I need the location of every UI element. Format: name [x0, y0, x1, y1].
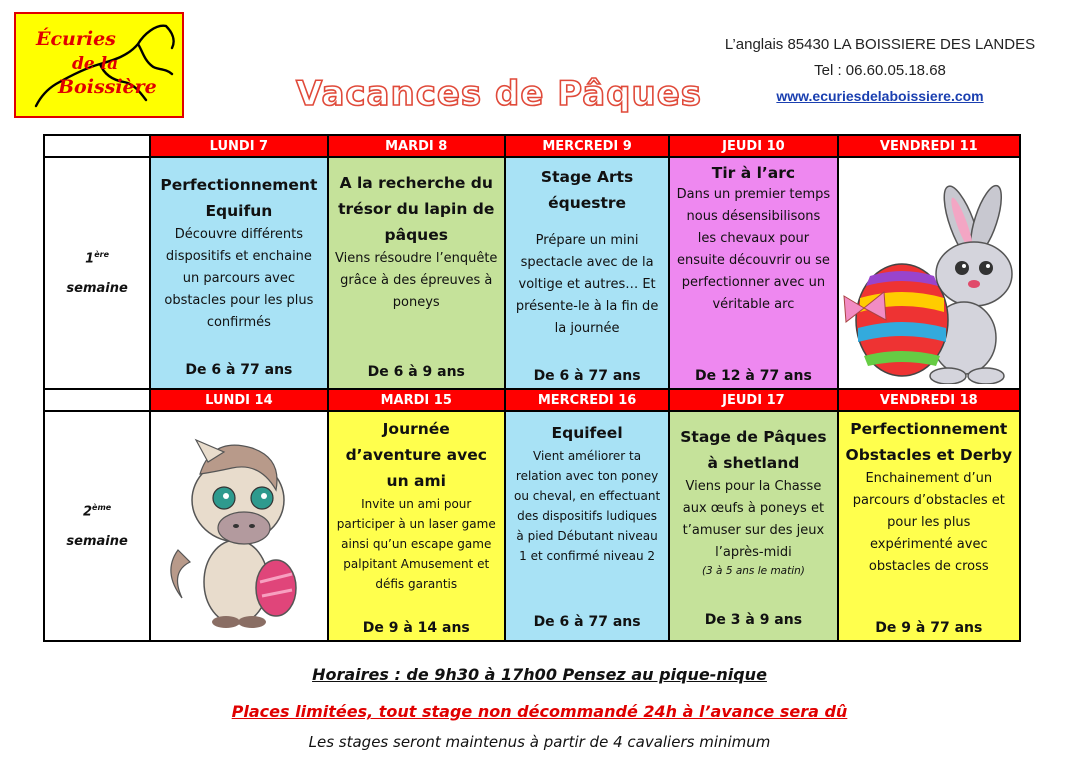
day-header: MARDI 15	[328, 389, 505, 411]
week2-row	[44, 411, 1020, 641]
week1-label: 1ère semaine	[44, 157, 150, 389]
empty-corner-cell	[44, 135, 150, 157]
horse-egg-icon	[152, 412, 325, 636]
activity-title: Equifeel	[551, 424, 623, 442]
bunny-egg-icon	[840, 158, 1018, 384]
logo-line3: Boissière	[58, 76, 157, 98]
activity-title: A la recherche du trésor du lapin de pâques	[338, 174, 495, 244]
week2-label: 2ème semaine	[44, 411, 150, 641]
activity-title: Tir à l’arc	[711, 164, 796, 182]
logo-line2: de la	[72, 54, 119, 74]
activity-age: De 6 à 77 ans	[533, 614, 641, 630]
website-link[interactable]: www.ecuriesdelaboissiere.com	[776, 88, 984, 104]
day-header: MERCREDI 9	[505, 135, 669, 157]
activity-age: De 12 à 77 ans	[695, 368, 812, 384]
activity-cell	[669, 411, 837, 641]
activity-cell	[505, 411, 669, 641]
activity-desc: Viens pour la Chasse aux œufs à poneys et t’amuser sur des jeux l’après-midi	[682, 479, 825, 560]
activity-cell	[328, 411, 505, 641]
activity-desc: Enchainement d’un parcours d’obstacles et pour les plus expérimenté avec obstacles de cross	[852, 471, 1005, 574]
activity-title: Stage Arts équestre	[540, 168, 634, 212]
logo	[14, 12, 184, 118]
day-header: VENDREDI 18	[838, 389, 1020, 411]
day-header: MERCREDI 16	[505, 389, 669, 411]
minimum-notice: Les stages seront maintenus à partir de 4 cavaliers minimum	[308, 733, 771, 751]
schedule-table	[43, 134, 1021, 642]
day-header: LUNDI 14	[150, 389, 327, 411]
activity-age: De 9 à 77 ans	[875, 620, 983, 636]
activity-title: Perfectionnement Equifun	[160, 176, 318, 220]
activity-title: Stage de Pâques à shetland	[680, 428, 827, 472]
day-header: JEUDI 17	[669, 389, 837, 411]
activity-desc: Invite un ami pour participer à un laser game ainsi qu’un escape game palpitant Amusement et défis garantis	[336, 497, 496, 591]
logo-line1: Écuries	[36, 28, 116, 50]
activity-age: De 6 à 77 ans	[185, 362, 293, 378]
activity-cell	[328, 157, 505, 389]
activity-desc: Dans un premier temps nous désensibilisons les chevaux pour ensuite découvrir ou se perfectionner avec un véritable arc	[676, 187, 831, 312]
address: L’anglais 85430 LA BOISSIERE DES LANDES	[724, 36, 1036, 53]
activity-age: De 9 à 14 ans	[362, 620, 470, 636]
activity-cell	[669, 157, 837, 389]
page-title: Vacances de Pâques	[296, 74, 703, 114]
warning-notice: Places limitées, tout stage non décommandé 24h à l’avance sera dû	[231, 702, 848, 721]
activity-cell	[150, 157, 327, 389]
day-header: VENDREDI 11	[838, 135, 1020, 157]
activity-desc: Découvre différents dispositifs et enchaine un parcours avec obstacles pour les plus confirmés	[164, 227, 314, 330]
phone: Tel : 06.60.05.18.68	[814, 62, 946, 79]
week2-header-row	[44, 389, 1020, 411]
day-header: MARDI 8	[328, 135, 505, 157]
activity-age: De 6 à 77 ans	[533, 368, 641, 384]
activity-cell	[838, 411, 1020, 641]
activity-age: De 3 à 9 ans	[704, 612, 803, 628]
day-header: LUNDI 7	[150, 135, 327, 157]
day-header: JEUDI 10	[669, 135, 837, 157]
bunny-image-cell	[838, 157, 1020, 389]
activity-desc: Vient améliorer ta relation avec ton poney ou cheval, en effectuant des dispositifs ludiques à pied Débutant niveau 1 et confirmé niveau 2	[513, 449, 661, 563]
activity-cell	[505, 157, 669, 389]
week1-row	[44, 157, 1020, 389]
week1-header-row	[44, 135, 1020, 157]
horse-image-cell	[150, 411, 327, 641]
activity-desc: Viens résoudre l’enquête grâce à des épreuves à poneys	[335, 251, 498, 310]
activity-age: De 6 à 9 ans	[367, 364, 465, 380]
empty-corner-cell	[44, 389, 150, 411]
activity-desc: Prépare un mini spectacle avec de la voltige et autres… Et présente-le à la fin de la journée	[515, 233, 659, 336]
hours-notice: Horaires : de 9h30 à 17h00 Pensez au pique-nique	[312, 665, 767, 684]
activity-note: (3 à 5 ans le matin)	[701, 565, 805, 577]
activity-title: Journée d’aventure avec un ami	[345, 420, 487, 490]
activity-title: Perfectionnement Obstacles et Derby	[845, 420, 1013, 464]
